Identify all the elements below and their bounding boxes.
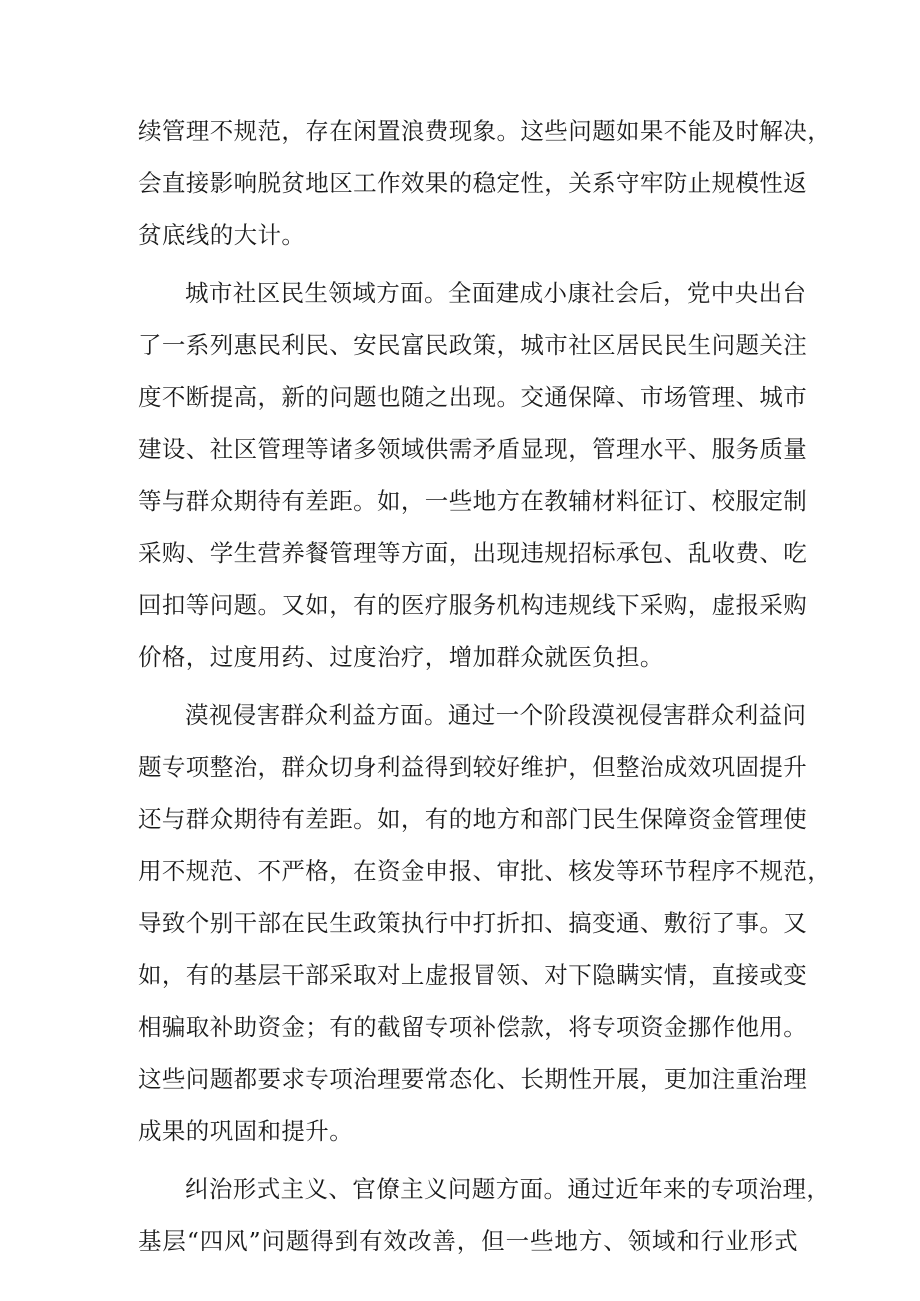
text-line: 成果的巩固和提升。 [138,1117,354,1145]
text-line: 这些问题都要求专项治理要常态化、长期性开展，更加注重治理 [138,1065,808,1093]
text-line: 会直接影响脱贫地区工作效果的稳定性，关系守牢防止规模性返 [138,169,808,197]
text-line: 基层“四风”问题得到有效改善，但一些地方、领域和行业形式 [138,1227,798,1255]
text-line: 回扣等问题。又如，有的医疗服务机构违规线下采购，虚报采购 [138,591,808,619]
text-line: 如，有的基层干部采取对上虚报冒领、对下隐瞒实情，直接或变 [138,961,808,989]
text-line: 采购、学生营养餐管理等方面，出现违规招标承包、乱收费、吃 [138,539,808,567]
text-line: 导致个别干部在民生政策执行中打折扣、搞变通、敷衍了事。又 [138,909,808,937]
text-line: 城市社区民生领域方面。全面建成小康社会后，党中央出台 [185,279,807,307]
text-line: 等与群众期待有差距。如，一些地方在教辅材料征订、校服定制 [138,487,808,515]
text-line: 相骗取补助资金；有的截留专项补偿款，将专项资金挪作他用。 [138,1013,808,1041]
text-line: 纠治形式主义、官僚主义问题方面。通过近年来的专项治理， [185,1175,831,1203]
text-line: 贫底线的大计。 [138,221,306,249]
text-line: 漠视侵害群众利益方面。通过一个阶段漠视侵害群众利益问 [185,701,807,729]
text-line: 建设、社区管理等诸多领域供需矛盾显现，管理水平、服务质量 [138,435,808,463]
text-line: 题专项整治，群众切身利益得到较好维护，但整治成效巩固提升 [138,753,808,781]
text-line: 续管理不规范，存在闲置浪费现象。这些问题如果不能及时解决， [138,117,832,145]
text-line: 价格，过度用药、过度治疗，增加群众就医负担。 [138,643,664,671]
text-line: 还与群众期待有差距。如，有的地方和部门民生保障资金管理使 [138,805,808,833]
text-line: 用不规范、不严格，在资金申报、审批、核发等环节程序不规范， [138,857,832,885]
text-line: 了一系列惠民利民、安民富民政策，城市社区居民民生问题关注 [138,331,808,359]
text-line: 度不断提高，新的问题也随之出现。交通保障、市场管理、城市 [138,383,808,411]
